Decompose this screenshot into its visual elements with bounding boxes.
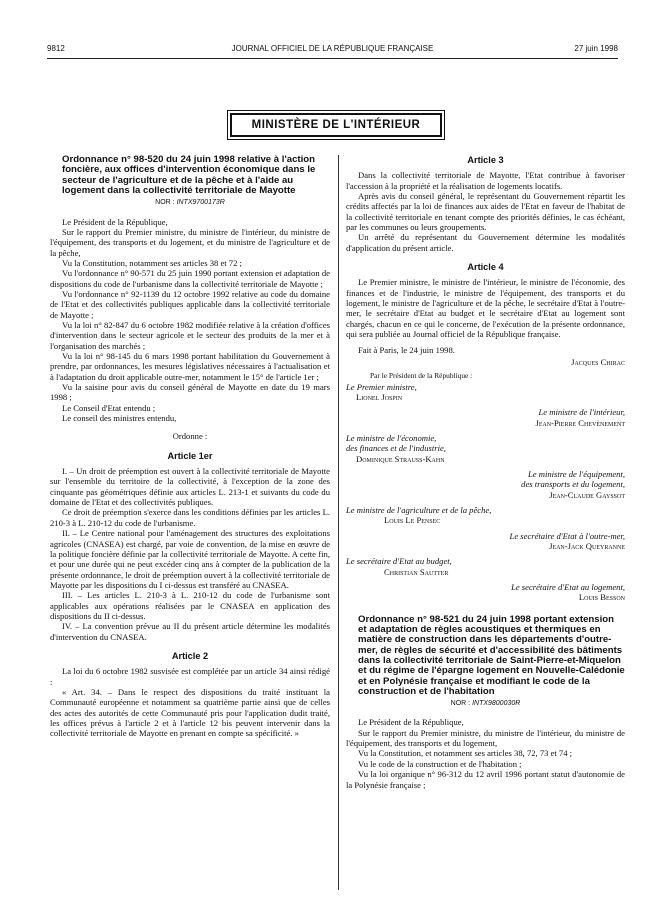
signatory-name: Dominique Strauss-Kahn <box>356 453 445 464</box>
signatory-name: Lionel Jospin <box>356 391 403 402</box>
signatory-role: Le ministre de l'agriculture et de la pêche, <box>346 504 492 515</box>
article-1-para: III. – Les articles L. 210-3 à L. 210-12 du code de l'urbanisme sont applicables aux opérations réalisées par le CNASEA en application des dispositions du II ci-dessus. <box>50 590 330 621</box>
preamble-para: Vu l'ordonnance n° 90-571 du 25 juin 1990 portant extension et adaptation de dispositions du code de l'urbanisme dans la collectivité territoriale de Mayotte ; <box>50 268 330 289</box>
preamble-para: Vu l'ordonnance n° 92-1139 du 12 octobre 1992 relative au code du domaine de l'Etat et des collectivités publiques applicable dans la collectivité territoriale de Mayotte ; <box>50 288 330 320</box>
nor-reference <box>50 198 330 208</box>
preamble-para: Sur le rapport du Premier ministre, du ministre de l'intérieur, du ministre de l'équipement, des transports et du logement, et du ministre de l'agriculture et de la pêche, <box>50 226 330 258</box>
issue-date: 27 juin 1998 <box>574 44 618 53</box>
page-number: 9812 <box>47 44 65 53</box>
column-divider <box>338 155 339 890</box>
signatory-role: des finances et de l'industrie, <box>346 443 446 454</box>
preamble-2-para: Vu la loi organique n° 96-312 du 12 avril 1996 portant statut d'autonomie de la Polynésie française ; <box>346 769 625 790</box>
signatory-name: Jean-Jack Queyranne <box>549 541 625 551</box>
signatory-role: Le ministre de l'intérieur, <box>538 407 625 418</box>
preamble-para: Vu la saisine pour avis du conseil général de Mayotte en date du 19 mars 1998 ; <box>50 382 330 403</box>
article-3-heading: Article 3 <box>467 155 504 165</box>
article-1-para: IV. – La convention prévue au II du présent article détermine les modalités d'intervention du CNASEA. <box>50 621 330 642</box>
preamble-2-para: Sur le rapport du Premier ministre, du ministre de l'intérieur, du ministre de l'équipement, des transports et du logement, <box>346 727 625 749</box>
signatory-name: Jean-Pierre Chevènement <box>535 417 625 428</box>
signatory-role: des transports et du logement, <box>521 479 625 490</box>
article-1-para: Ce droit de préemption s'exerce dans les conditions définies par les articles L. 210-3 à L. 210-12 du code de l'urbanisme. <box>50 507 330 528</box>
preamble-para: Vu la loi n° 98-145 du 6 mars 1998 portant habilitation du Gouvernement à prendre, par ordonnances, les mesures législatives nécessaires à l'actualisation et à l'adaptation du droit applicable outre-mer, notamment le 15° de l'article 1er ; <box>50 351 330 382</box>
article-2-heading: Article 2 <box>171 650 209 661</box>
signatory-name: Louis Besson <box>578 592 625 603</box>
header-rule <box>47 58 618 59</box>
preamble-2-para: Vu le code de la construction et de l'habitation ; <box>358 758 522 769</box>
preamble-2-para: Vu la Constitution, et notamment ses articles 38, 72, 73 et 74 ; <box>358 748 573 759</box>
preamble-para: Le Conseil d'Etat entendu ; <box>62 402 156 413</box>
article-1-para: II. – Le Centre national pour l'aménagement des structures des exploitations agricoles (CNASEA) est chargé, par voie de convention, de la mise en œuvre de la politique foncière définie par la collectivité territoriale de Mayotte. A cette fin, et pour une durée qui ne peut excéder cinq ans à compter de la publication de la présente ordonnance, le droit de préemption ouvert à la collectivité territoriale de Mayotte par les dispositions du I ci-dessus est transféré au CNASEA. <box>50 528 330 590</box>
ministry-heading: MINISTÈRE DE L'INTÉRIEUR <box>230 113 442 137</box>
signatory-role: Le secrétaire d'Etat au logement, <box>511 582 625 593</box>
article-4-para: Le Premier ministre, le ministre de l'intérieur, le ministre de l'économie, des finances et de l'industrie, le ministre de l'équipement, des transports et du logement, le ministre de l'agriculture et de la pêche, le secrétaire d'Etat à l'outre-mer, le secrétaire d'Etat au budget et le secrétaire d'Etat au logement sont chargés, chacun en ce qui le concerne, de l'exécution de la présente ordonnance, qui sera publiée au Journal officiel de la République française. <box>346 277 625 340</box>
nor-code: INTX9700173R <box>176 199 225 207</box>
article-2-para: « Art. 34. – Dans le respect des dispositions du traité instituant la Communauté européenne et notamment sa quatrième partie ainsi que de celles des actes des autorités de cette Communauté pris pour l'application dudit traité, les offices prévus à l'article 2 et à l'article 12 bis peuvent intervenir dans la collectivité territoriale de Mayotte en prenant en compte sa spécificité. » <box>50 686 330 739</box>
journal-title: JOURNAL OFFICIEL DE LA RÉPUBLIQUE FRANÇAISE <box>231 44 434 53</box>
preamble-para: Le Président de la République, <box>62 216 168 227</box>
article-1-heading: Article 1er <box>167 450 213 461</box>
ordonnance-title: Ordonnance n° 98-520 du 24 juin 1998 relative à l'action foncière, aux offices d'intervention économique dans le secteur de l'agriculture et de la pêche et à l'aide au logement dans la collectivité territoriale de Mayotte <box>62 154 316 196</box>
signatory-name: Jean-Claude Gayssot <box>549 489 625 500</box>
article-3-para: Dans la collectivité territoriale de Mayotte, l'Etat contribue à favoriser l'accession à la propriété et la réalisation de logements locatifs. <box>346 170 625 191</box>
signatory-role: Le ministre de l'équipement, <box>528 468 625 479</box>
nor-label: NOR : <box>155 199 175 207</box>
ordonne-line: Ordonne : <box>172 431 208 442</box>
right-column <box>346 155 625 790</box>
article-2-para: La loi du 6 octobre 1982 susvisée est complétée par un article 34 ainsi rédigé : <box>50 666 330 687</box>
preamble-para: Le conseil des ministres entendu, <box>62 413 177 424</box>
page-header <box>47 44 618 58</box>
article-1-para: I. – Un droit de préemption est ouvert à la collectivité territoriale de Mayotte sur l'ensemble du territoire de la collectivité, à l'exception de la zone des cinquante pas géométriques définie aux articles L. 213-1 et suivants du code du domaine de l'Etat et des collectivités publiques. <box>50 466 330 508</box>
preamble-2-para: Le Président de la République, <box>358 717 464 728</box>
signatory-name: Louis Le Pensec <box>384 515 441 526</box>
signatory-role: Le secrétaire d'Etat à l'outre-mer, <box>509 530 625 541</box>
article-4-heading: Article 4 <box>467 262 504 273</box>
ordonnance-2-title: Ordonnance n° 98-521 du 24 juin 1998 portant extension et adaptation de règles acoustiques et thermiques en matière de construction dans les départements d'outre-mer, de règles de sécurité et d'accessibilité des bâtiments dans la collectivité territoriale de Saint-Pierre-et-Miquelon et du régime de l'épargne logement en Nouvelle-Calédonie et en Polynésie française et modifiant le code de la construction et de l'habitation <box>358 613 625 697</box>
nor-2-label: NOR : <box>450 700 471 708</box>
preamble-para: Vu la Constitution, notamment ses articles 38 et 72 ; <box>62 257 242 268</box>
nor-2-reference <box>346 699 625 709</box>
par-president: Par le Président de la République : <box>370 371 473 381</box>
signatory-name: Christian Sautter <box>384 566 449 577</box>
signatory-role: Le ministre de l'économie, <box>346 432 437 443</box>
signatory-role: Le secrétaire d'Etat au budget, <box>346 556 452 567</box>
president-signature: Jacques Chirac <box>571 356 625 367</box>
nor-2-code: INTX9800030R <box>472 700 521 708</box>
article-3-para: Un arrêté du représentant du Gouvernement détermine les modalités d'application du présent article. <box>346 232 625 253</box>
left-column <box>50 155 330 739</box>
preamble-para: Vu la loi n° 82-847 du 6 octobre 1982 modifiée relative à la création d'offices d'intervention dans le secteur agricole et le secteur des produits de la mer et à l'organisation des marchés ; <box>50 319 330 351</box>
fait-line: Fait à Paris, le 24 juin 1998. <box>358 344 455 355</box>
article-3-para: Après avis du conseil général, le représentant du Gouvernement répartit les crédits affectés par la loi de finances aux aides de l'Etat en faveur de l'habitat de la collectivité territoriale en tenant compte des priorités définies, le cas échéant, par les communes ou leurs groupements. <box>346 191 625 233</box>
signatory-role: Le Premier ministre, <box>346 381 417 392</box>
